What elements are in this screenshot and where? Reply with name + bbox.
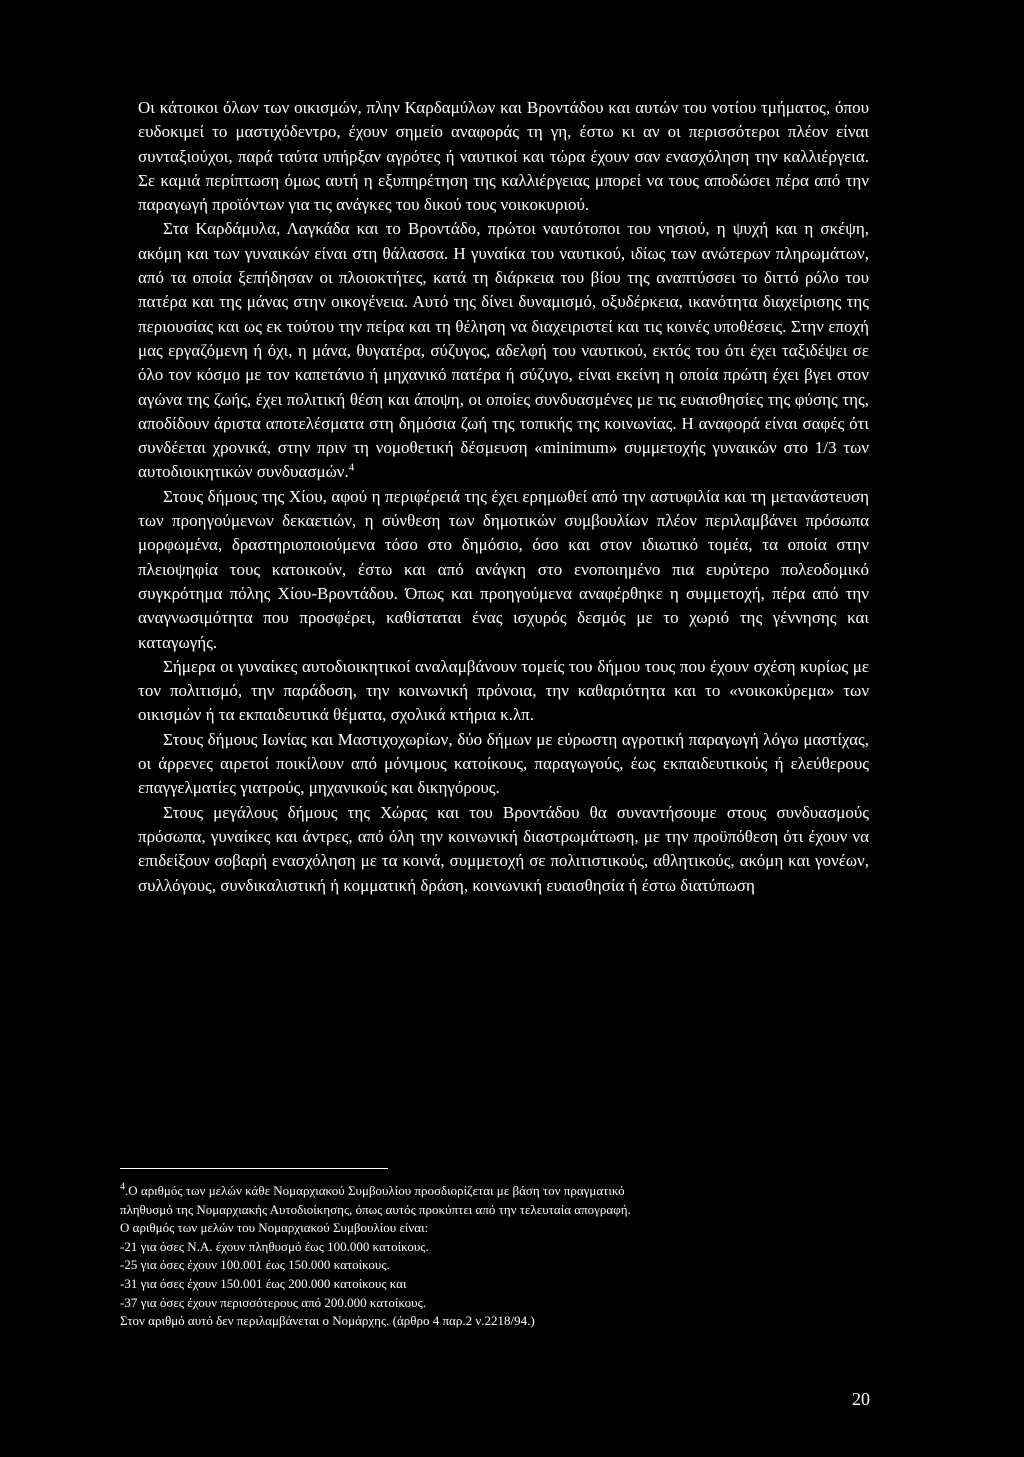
footnote-line: πληθυσμό της Νομαρχιακής Αυτοδιοίκησης, όπως αυτός προκύπτει από την τελευταία απογραφή. [120,1201,631,1217]
footnote-line: -21 για όσες Ν.Α. έχουν πληθυσμό έως 100.000 κατοίκους. [120,1238,429,1254]
footnote-line: -31 για όσες έχουν 150.001 έως 200.000 κατοίκους και [120,1275,407,1291]
paragraph-6: Στους μεγάλους δήμους της Χώρας και του Βροντάδου θα συναντήσουμε στους συνδυασμούς πρόσωπα, γυναίκες και άντρες, από όλη την κοινωνική διαστρωμάτωση, με την προϋπόθεση ότι έχουν να επιδείξουν σοβαρή ενασχόληση με τα κοινά, συμμετοχή σε πολιτιστικούς, αθλητικούς, ακόμη και γονέων, συλλόγους, συνδικαλιστική ή κομματική δράση, κοινωνική ευαισθησία ή έστω διατύπωση [138,802,869,895]
footnote-line: Στον αριθμό αυτό δεν περιλαμβάνεται ο Νομάρχης. (άρθρο 4 παρ.2 ν.2218/94.) [120,1313,535,1329]
paragraph-5: Στους δήμους Ιωνίας και Μαστιχοχωρίων, δύο δήμων με εύρωστη αγροτική παραγωγή λόγω μαστίχας, οι άρρενες αιρετοί ποικίλουν από μόνιμους κατοίκους, παραγωγούς, έως εκπαιδευτικούς ή ελεύθερους επαγγελματίες γιατρούς, μηχανικούς και δικηγόρους. [138,729,869,798]
main-body-text [138,96,869,898]
footnote-line: -37 για όσες έχουν περισσότερους από 200.000 κατοίκους. [120,1294,426,1310]
paragraph-1: Οι κάτοικοι όλων των οικισμών, πλην Καρδαμύλων και Βροντάδου και αυτών του νοτίου τμήματος, όπου ευδοκιμεί το μαστιχόδεντρο, έχουν σημείο αναφοράς τη γη, έστω κι αν οι περισσότεροι πλέον είναι συνταξιούχοι, παρά ταύτα υπήρξαν αγρότες ή ναυτικοί και τώρα έχουν σαν ενασχόληση την καλλιέργεια. Σε καμιά περίπτωση όμως αυτή η εξυπηρέτηση της καλλιέργειας μπορεί να τους αποδώσει πέρα από την παραγωγή προϊόντων για τις ανάγκες του δικού τους νοικοκυριού. [138,98,869,215]
paragraph-4: Σήμερα οι γυναίκες αυτοδιοικητικοί αναλαμβάνουν τομείς του δήμου τους που έχουν σχέση κυρίως με τον πολιτισμό, την παράδοση, την κοινωνική πρόνοια, την καθαριότητα και το «νοικοκύρεμα» των οικισμών ή τα εκπαιδευτικά θέματα, σχολικά κτήρια κ.λπ. [138,656,869,725]
footnote-line-text: .Ο αριθμός των μελών κάθε Νομαρχιακού Συμβουλίου προσδιορίζεται με βάση τον πραγματικό [125,1183,625,1198]
paragraph-2 [138,217,869,484]
paragraph-3: Στους δήμους της Χίου, αφού η περιφέρειά της έχει ερημωθεί από την αστυφιλία και τη μετανάστευση των προηγούμενων δεκαετιών, η σύνθεση των δημοτικών συμβουλίων πλέον περιλαμβάνει πρόσωπα μορφωμένα, δραστηριοποιούμενα τόσο στο δημόσιο, όσο και στον ιδιωτικό τομέα, τα οποία στην πλειοψηφία τους κατοικούν, έστω και από ανάγκη στο ενοποιημένο πια ευρύτερο πολεοδομικό συγκρότημα πόλης Χίου-Βροντάδου. Όπως και προηγούμενα αναφέρθηκε η συμμετοχή, πέρα από την αναγνωσιμότητα που προσφέρει, καθίσταται ένας ισχυρός δεσμός με το χωριό της γέννησης και καταγωγής. [138,486,869,652]
footnote-reference: 4 [348,461,355,474]
footnote-marker: 4 [120,1181,125,1193]
footnote-line: -25 για όσες έχουν 100.001 έως 150.000 κατοίκους. [120,1257,390,1273]
footnote-line: Ο αριθμός των μελών του Νομαρχιακού Συμβουλίου είναι: [120,1220,429,1236]
footnote-block [120,1182,880,1331]
page-number: 20 [852,1389,870,1409]
footnote-divider [120,1168,388,1169]
footnote-line [120,1182,880,1201]
paragraph-2-text: Στα Καρδάμυλα, Λαγκάδα και το Βροντάδο, πρώτοι ναυτότοποι του νησιού, η ψυχή και η σκέψη, ακόμη και των γυναικών είναι στη θάλασσα. Η γυναίκα του ναυτικού, ιδίως των ανώτερων πληρωμάτων, από τα οποία ξεπήδησαν οι πλοιοκτήτες, κατά τη διάρκεια του βίου της αναπτύσσει το διττό ρόλο του πατέρα και της μάνας στην οικογένεια. Αυτό της δίνει δυναμισμό, οξυδέρκεια, ικανότητα διαχείρισης της περιουσίας και ως εκ τούτου την πείρα και τη θέληση να διαχειριστεί και τις κοινές υποθέσεις. Στην εποχή μας εργαζόμενη ή όχι, η μάνα, θυγατέρα, σύζυγος, αδελφή του ναυτικού, εκτός του ότι έχει ταξιδέψει σε όλο τον κόσμο με τον καπετάνιο ή μηχανικό πατέρα ή σύζυγο, είναι εκείνη η οποία πρώτη έχει βγει στον αγώνα της ζωής, έχει πολιτική θέση και άποψη, οι οποίες συνδυασμένες με τις ευαισθησίες της φύσης της, αποδίδουν άριστα αποτελέσματα στη δημόσια ζωή της τοπικής της κοινωνίας. Η αναφορά είναι σαφές ότι συνδέεται χρονικά, στην πριν τη νομοθετική δέσμευση «minimum» συμμετοχής γυναικών στο 1/3 των αυτοδιοικητικών συνδυασμών. [138,219,869,482]
